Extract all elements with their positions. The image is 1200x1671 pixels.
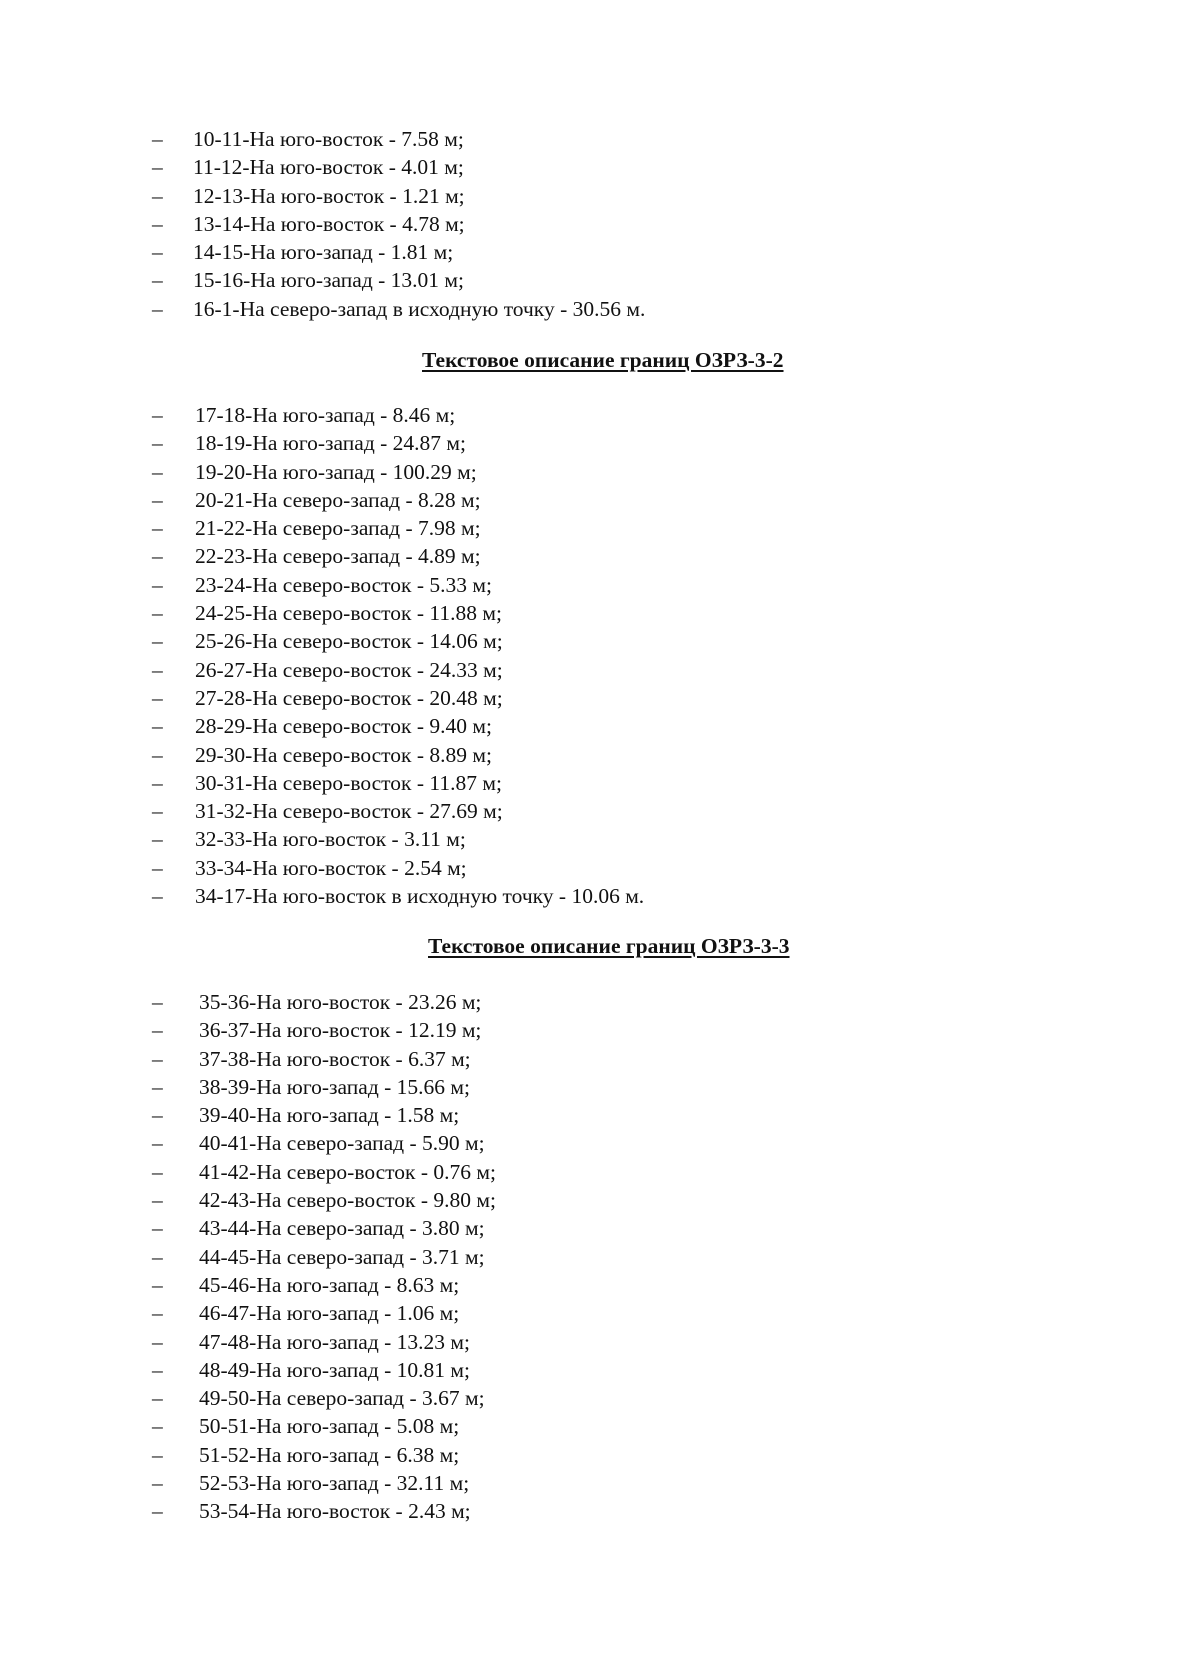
boundary-segment-text: 46-47-На юго-запад - 1.06 м; <box>199 1301 460 1326</box>
list-item <box>0 182 1200 210</box>
bullet-dash: – <box>152 1442 163 1467</box>
boundary-segment-text: 30-31-На северо-восток - 11.87 м; <box>195 770 502 795</box>
boundary-segment-text: 14-15-На юго-запад - 1.81 м; <box>193 240 454 265</box>
boundary-segment-text: 32-33-На юго-восток - 3.11 м; <box>195 827 466 852</box>
bullet-dash: – <box>152 770 163 795</box>
bullet-dash: – <box>152 1272 163 1297</box>
boundary-segment-text: 45-46-На юго-запад - 8.63 м; <box>199 1272 460 1297</box>
boundary-segment-text: 51-52-На юго-запад - 6.38 м; <box>199 1442 460 1467</box>
boundary-list-2 <box>0 401 1200 910</box>
list-item <box>0 712 1200 740</box>
bullet-dash: – <box>152 431 163 456</box>
boundary-segment-text: 50-51-На юго-запад - 5.08 м; <box>199 1414 460 1439</box>
boundary-segment-text: 52-53-На юго-запад - 32.11 м; <box>199 1471 470 1496</box>
boundary-segment-text: 13-14-На юго-восток - 4.78 м; <box>193 211 465 236</box>
bullet-dash: – <box>152 1159 163 1184</box>
boundary-segment-text: 38-39-На юго-запад - 15.66 м; <box>199 1074 470 1099</box>
boundary-segment-text: 39-40-На юго-запад - 1.58 м; <box>199 1103 460 1128</box>
boundary-segment-text: 42-43-На северо-восток - 9.80 м; <box>199 1188 496 1213</box>
list-item <box>0 1214 1200 1242</box>
boundary-segment-text: 19-20-На юго-запад - 100.29 м; <box>195 459 477 484</box>
bullet-dash: – <box>152 1471 163 1496</box>
list-item <box>0 401 1200 429</box>
list-item <box>0 486 1200 514</box>
boundary-segment-text: 33-34-На юго-восток - 2.54 м; <box>195 855 467 880</box>
list-item <box>0 599 1200 627</box>
list-item <box>0 854 1200 882</box>
bullet-dash: – <box>152 211 163 236</box>
bullet-dash: – <box>152 487 163 512</box>
boundary-segment-text: 23-24-На северо-восток - 5.33 м; <box>195 572 492 597</box>
bullet-dash: – <box>152 685 163 710</box>
bullet-dash: – <box>152 1188 163 1213</box>
list-item <box>0 1129 1200 1157</box>
boundary-segment-text: 18-19-На юго-запад - 24.87 м; <box>195 431 466 456</box>
list-item <box>0 1469 1200 1497</box>
list-item <box>0 882 1200 910</box>
boundary-segment-text: 26-27-На северо-восток - 24.33 м; <box>195 657 503 682</box>
list-item <box>0 797 1200 825</box>
bullet-dash: – <box>152 657 163 682</box>
list-item <box>0 1328 1200 1356</box>
bullet-dash: – <box>152 629 163 654</box>
boundary-segment-text: 17-18-На юго-запад - 8.46 м; <box>195 403 456 427</box>
bullet-dash: – <box>152 1414 163 1439</box>
list-item <box>0 656 1200 684</box>
boundary-segment-text: 36-37-На юго-восток - 12.19 м; <box>199 1018 482 1043</box>
bullet-dash: – <box>152 240 163 265</box>
boundary-segment-text: 28-29-На северо-восток - 9.40 м; <box>195 714 492 739</box>
boundary-segment-text: 15-16-На юго-запад - 13.01 м; <box>193 268 464 293</box>
section-heading-ozrz-3-2: Текстовое описание границ ОЗРЗ-3-2 <box>422 348 784 372</box>
boundary-segment-text: 41-42-На северо-восток - 0.76 м; <box>199 1159 496 1184</box>
bullet-dash: – <box>152 1018 163 1043</box>
boundary-list-1 <box>0 125 1200 323</box>
list-item <box>0 684 1200 712</box>
list-item <box>0 210 1200 238</box>
bullet-dash: – <box>152 1131 163 1156</box>
bullet-dash: – <box>152 1329 163 1354</box>
list-item <box>0 295 1200 323</box>
boundary-segment-text: 29-30-На северо-восток - 8.89 м; <box>195 742 492 767</box>
list-item <box>0 571 1200 599</box>
bullet-dash: – <box>152 990 163 1014</box>
bullet-dash: – <box>152 884 163 909</box>
list-item <box>0 825 1200 853</box>
list-item <box>0 153 1200 181</box>
list-item <box>0 1497 1200 1525</box>
boundary-segment-text: 40-41-На северо-запад - 5.90 м; <box>199 1131 485 1156</box>
boundary-segment-text: 49-50-На северо-запад - 3.67 м; <box>199 1386 485 1411</box>
boundary-segment-text: 10-11-На юго-восток - 7.58 м; <box>193 127 464 151</box>
boundary-segment-text: 48-49-На юго-запад - 10.81 м; <box>199 1357 470 1382</box>
bullet-dash: – <box>152 459 163 484</box>
bullet-dash: – <box>152 1046 163 1071</box>
boundary-segment-text: 44-45-На северо-запад - 3.71 м; <box>199 1244 485 1269</box>
boundary-segment-text: 21-22-На северо-запад - 7.98 м; <box>195 516 481 541</box>
bullet-dash: – <box>152 799 163 824</box>
boundary-segment-text: 22-23-На северо-запад - 4.89 м; <box>195 544 481 569</box>
list-item <box>0 1045 1200 1073</box>
boundary-segment-text: 12-13-На юго-восток - 1.21 м; <box>193 183 465 208</box>
boundary-segment-text: 11-12-На юго-восток - 4.01 м; <box>193 155 464 180</box>
list-item <box>0 1101 1200 1129</box>
boundary-segment-text: 27-28-На северо-восток - 20.48 м; <box>195 685 503 710</box>
list-item <box>0 266 1200 294</box>
list-item <box>0 1271 1200 1299</box>
bullet-dash: – <box>152 1301 163 1326</box>
list-item <box>0 769 1200 797</box>
list-item <box>0 1158 1200 1186</box>
bullet-dash: – <box>152 742 163 767</box>
boundary-segment-text: 34-17-На юго-восток в исходную точку - 10.06 м. <box>195 884 645 909</box>
list-item <box>0 514 1200 542</box>
list-item <box>0 238 1200 266</box>
bullet-dash: – <box>152 155 163 180</box>
boundary-segment-text: 35-36-На юго-восток - 23.26 м; <box>199 990 482 1014</box>
bullet-dash: – <box>152 714 163 739</box>
bullet-dash: – <box>152 1216 163 1241</box>
bullet-dash: – <box>152 855 163 880</box>
boundary-segment-text: 20-21-На северо-запад - 8.28 м; <box>195 487 481 512</box>
boundary-segment-text: 31-32-На северо-восток - 27.69 м; <box>195 799 503 824</box>
boundary-segment-text: 16-1-На северо-запад в исходную точку - 30.56 м. <box>193 296 646 321</box>
boundary-segment-text: 37-38-На юго-восток - 6.37 м; <box>199 1046 471 1071</box>
bullet-dash: – <box>152 1499 163 1524</box>
list-item <box>0 627 1200 655</box>
bullet-dash: – <box>152 1074 163 1099</box>
boundary-segment-text: 53-54-На юго-восток - 2.43 м; <box>199 1499 471 1524</box>
list-item <box>0 1412 1200 1440</box>
list-item <box>0 988 1200 1016</box>
boundary-segment-text: 43-44-На северо-запад - 3.80 м; <box>199 1216 485 1241</box>
bullet-dash: – <box>152 1357 163 1382</box>
bullet-dash: – <box>152 1103 163 1128</box>
bullet-dash: – <box>152 127 163 151</box>
list-item <box>0 1441 1200 1469</box>
list-item <box>0 1384 1200 1412</box>
list-item <box>0 1356 1200 1384</box>
list-item <box>0 1186 1200 1214</box>
bullet-dash: – <box>152 601 163 626</box>
bullet-dash: – <box>152 183 163 208</box>
bullet-dash: – <box>152 572 163 597</box>
bullet-dash: – <box>152 827 163 852</box>
bullet-dash: – <box>152 544 163 569</box>
list-item <box>0 458 1200 486</box>
bullet-dash: – <box>152 403 163 427</box>
bullet-dash: – <box>152 1244 163 1269</box>
list-item <box>0 542 1200 570</box>
list-item <box>0 1073 1200 1101</box>
bullet-dash: – <box>152 296 163 321</box>
list-item <box>0 125 1200 153</box>
boundary-list-3 <box>0 988 1200 1526</box>
bullet-dash: – <box>152 268 163 293</box>
section-heading-ozrz-3-3: Текстовое описание границ ОЗРЗ-3-3 <box>428 934 790 958</box>
bullet-dash: – <box>152 516 163 541</box>
boundary-segment-text: 25-26-На северо-восток - 14.06 м; <box>195 629 503 654</box>
list-item <box>0 741 1200 769</box>
boundary-segment-text: 24-25-На северо-восток - 11.88 м; <box>195 601 502 626</box>
boundary-segment-text: 47-48-На юго-запад - 13.23 м; <box>199 1329 470 1354</box>
list-item <box>0 1299 1200 1327</box>
list-item <box>0 1243 1200 1271</box>
bullet-dash: – <box>152 1386 163 1411</box>
list-item <box>0 1016 1200 1044</box>
list-item <box>0 429 1200 457</box>
